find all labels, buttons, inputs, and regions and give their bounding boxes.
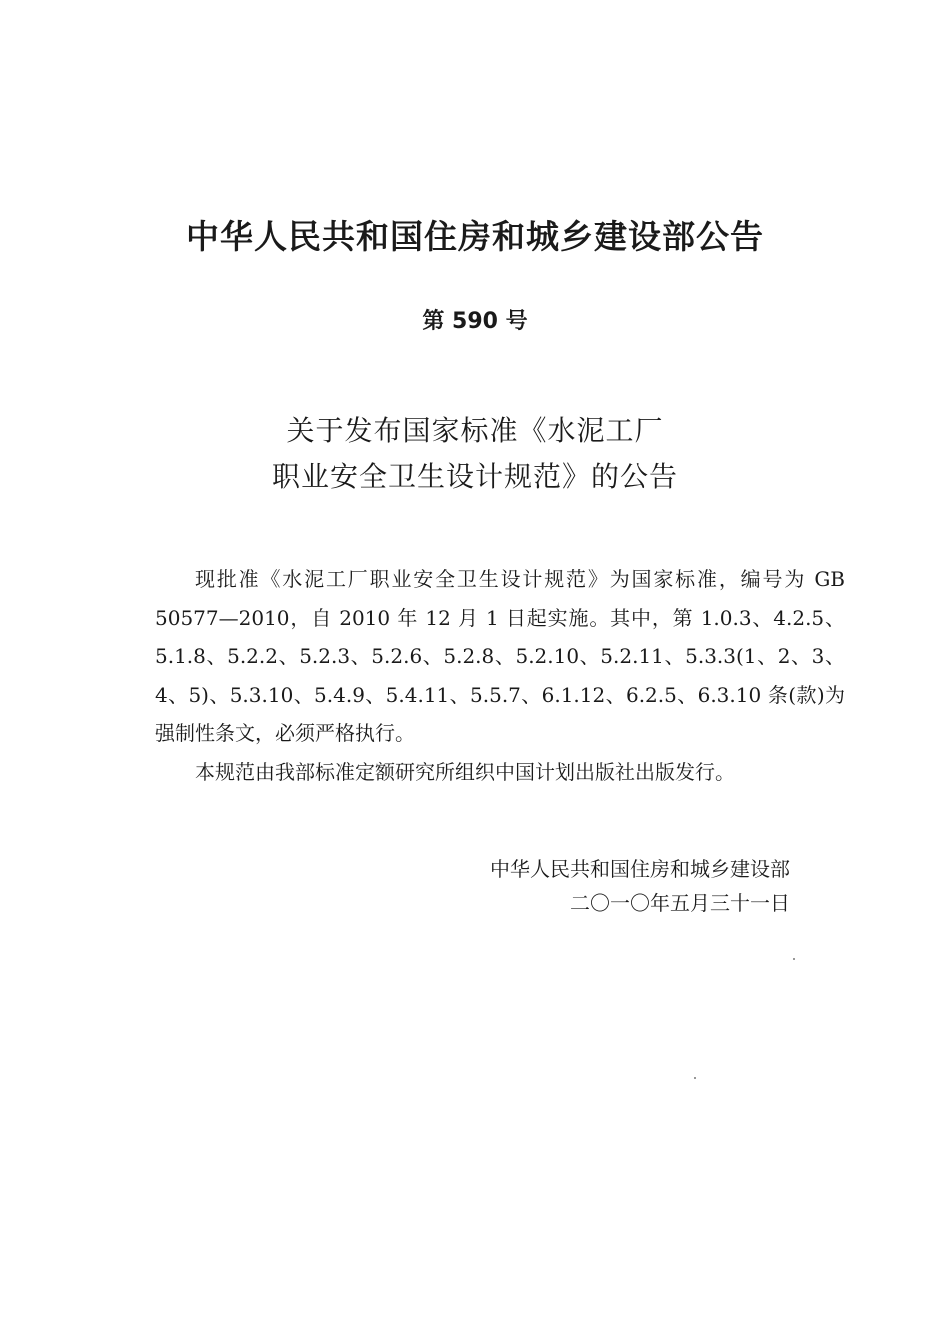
announcement-number: 第 590 号 [422, 309, 528, 334]
issuer-name: 中华人民共和国住房和城乡建设部 [490, 857, 790, 881]
announcement-body [155, 560, 845, 791]
announcement-subtitle [0, 408, 950, 500]
signature-block [380, 852, 790, 920]
body-paragraph-approval: 现批准《水泥工厂职业安全卫生设计规范》为国家标准，编号为 GB 50577—2010，自 2010 年 12 月 1 日起实施。其中，第 1.0.3、4.2.5、5.1.8、5.2.2、5.2.3、5.2.6、5.2.8、5.2.10、5.2.11、5.3.3(1、2、3、4、5)、5.3.10、5.4.9、5.4.11、5.5.7、6.1.12、6.2.5、6.3.10 条(款)为强制性条文，必须严格执行。 [155, 567, 845, 745]
announcement-title: 中华人民共和国住房和城乡建设部公告 [186, 217, 764, 256]
subtitle-line-2: 职业安全卫生设计规范》的公告 [271, 460, 678, 493]
scan-speck [694, 1077, 696, 1079]
body-paragraph-publication: 本规范由我部标准定额研究所组织中国计划出版社出版发行。 [195, 759, 735, 784]
scan-speck [793, 958, 795, 960]
subtitle-line-1: 关于发布国家标准《水泥工厂 [286, 414, 664, 447]
issue-date: 二〇一〇年五月三十一日 [570, 891, 790, 915]
